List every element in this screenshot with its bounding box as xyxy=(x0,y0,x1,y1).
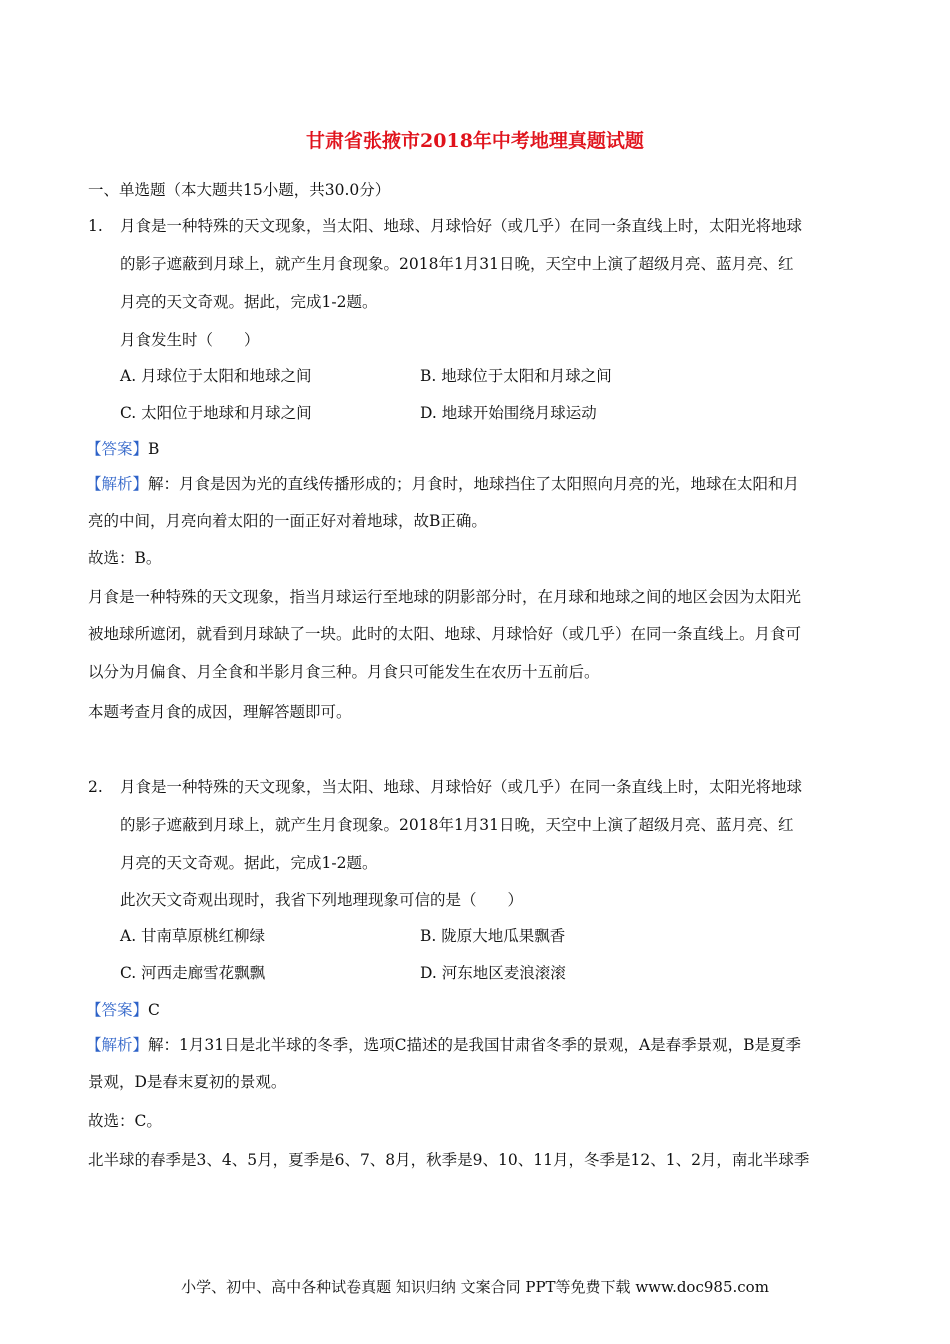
answer-tag: 【答案】 xyxy=(86,440,149,458)
question-1-answer xyxy=(86,439,159,459)
analysis-line: 本题考查月食的成因，理解答题即可。 xyxy=(88,703,352,721)
analysis-line: 被地球所遮闭，就看到月球缺了一块。此时的太阳、地球、月球恰好（或几乎）在同一条直线上。月食可 xyxy=(88,625,802,643)
analysis-text: 解：1月31日是北半球的冬季，选项C描述的是我国甘肃省冬季的景观，A是春季景观，B是夏季 xyxy=(148,1036,802,1054)
question-2-number: 2. xyxy=(88,778,103,796)
analysis-line: 故选：B。 xyxy=(88,549,162,567)
question-1-prompt: 月食发生时（ ） xyxy=(120,331,260,349)
answer-tag: 【答案】 xyxy=(86,1001,149,1019)
analysis-line: 亮的中间，月亮向着太阳的一面正好对着地球，故B正确。 xyxy=(88,512,487,530)
question-2-stem-line: 的影子遮蔽到月球上，就产生月食现象。2018年1月31日晚，天空中上演了超级月亮、蓝月亮、红 xyxy=(120,816,794,834)
question-1-number: 1. xyxy=(88,217,103,235)
analysis-line: 以分为月偏食、月全食和半影月食三种。月食只可能发生在农历十五前后。 xyxy=(88,663,600,681)
question-2-option-a: A. 甘南草原桃红柳绿 xyxy=(120,927,266,945)
page-footer: 小学、初中、高中各种试卷真题 知识归纳 文案合同 PPT等免费下载 www.doc985.com xyxy=(181,1278,769,1296)
analysis-text: 解：月食是因为光的直线传播形成的；月食时，地球挡住了太阳照向月亮的光，地球在太阳和月 xyxy=(148,475,800,493)
question-2-option-b: B. 陇原大地瓜果飘香 xyxy=(420,927,566,945)
question-1-analysis xyxy=(86,474,799,494)
section-heading: 一、单选题（本大题共15小题，共30.0分） xyxy=(88,181,391,199)
question-1-stem-line: 的影子遮蔽到月球上，就产生月食现象。2018年1月31日晚，天空中上演了超级月亮、蓝月亮、红 xyxy=(120,255,794,273)
question-1-option-c: C. 太阳位于地球和月球之间 xyxy=(120,404,312,422)
question-1-option-a: A. 月球位于太阳和地球之间 xyxy=(120,367,312,385)
analysis-line: 北半球的春季是3、4、5月，夏季是6、7、8月，秋季是9、10、11月，冬季是12、1、2月，南北半球季 xyxy=(88,1151,810,1169)
question-2-option-c: C. 河西走廊雪花飘飘 xyxy=(120,964,266,982)
analysis-line: 景观，D是春末夏初的景观。 xyxy=(88,1073,287,1091)
question-1-option-b: B. 地球位于太阳和月球之间 xyxy=(420,367,612,385)
answer-value: B xyxy=(148,440,160,458)
analysis-tag: 【解析】 xyxy=(86,1036,149,1054)
question-1-stem-line: 月亮的天文奇观。据此，完成1-2题。 xyxy=(120,293,378,311)
answer-value: C xyxy=(148,1001,160,1019)
question-2-stem-line: 月亮的天文奇观。据此，完成1-2题。 xyxy=(120,854,378,872)
question-2-analysis xyxy=(86,1035,801,1055)
page-title: 甘肃省张掖市2018年中考地理真题试题 xyxy=(306,130,644,152)
question-1-option-d: D. 地球开始围绕月球运动 xyxy=(420,404,597,422)
question-2-answer xyxy=(86,1000,160,1020)
question-1-stem-line: 月食是一种特殊的天文现象，当太阳、地球、月球恰好（或几乎）在同一条直线上时，太阳光将地球 xyxy=(120,217,803,235)
analysis-line: 月食是一种特殊的天文现象，指当月球运行至地球的阴影部分时，在月球和地球之间的地区会因为太阳光 xyxy=(88,588,802,606)
analysis-tag: 【解析】 xyxy=(86,475,149,493)
question-2-stem-line: 月食是一种特殊的天文现象，当太阳、地球、月球恰好（或几乎）在同一条直线上时，太阳光将地球 xyxy=(120,778,803,796)
question-2-prompt: 此次天文奇观出现时，我省下列地理现象可信的是（ ） xyxy=(120,891,524,909)
question-2-option-d: D. 河东地区麦浪滚滚 xyxy=(420,964,566,982)
analysis-line: 故选：C。 xyxy=(88,1112,162,1130)
